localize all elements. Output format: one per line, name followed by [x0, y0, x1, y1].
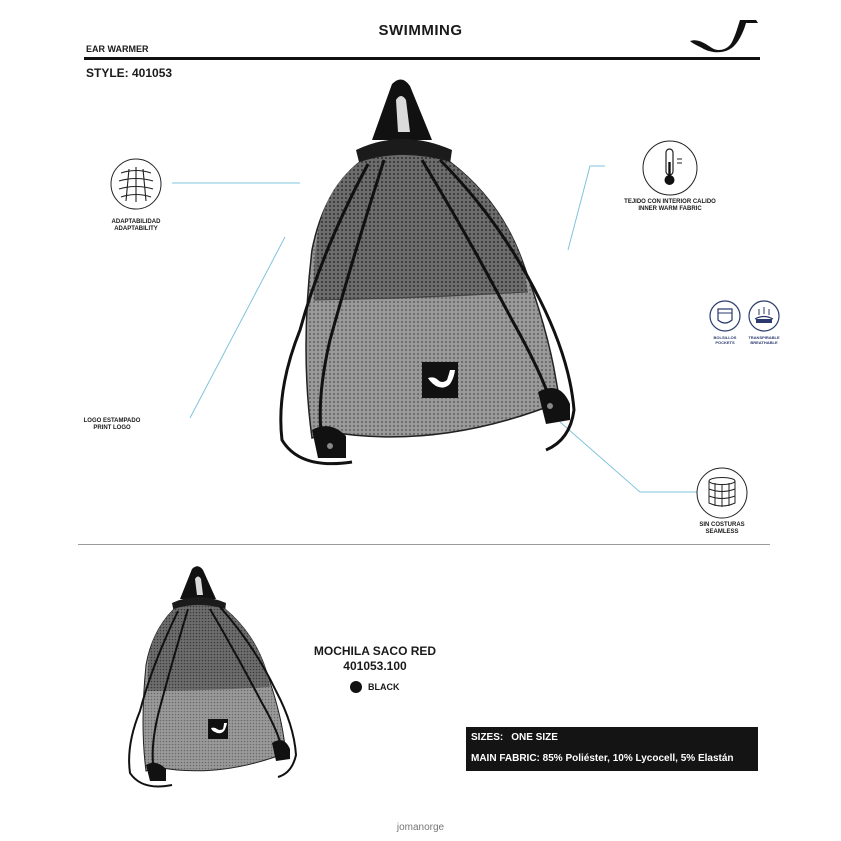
product-code: 401053.100 — [343, 659, 407, 673]
product-category: EAR WARMER — [86, 44, 149, 54]
spec-box — [466, 727, 758, 771]
fabric-label: MAIN FABRIC: — [471, 753, 540, 764]
fabric-row — [471, 753, 734, 764]
footer-watermark: jomanorge — [396, 822, 445, 833]
print-logo-label: LOGO ESTAMPADO PRINT LOGO — [83, 418, 141, 431]
sizes-value: ONE SIZE — [511, 732, 558, 743]
page-title: SWIMMING — [378, 22, 463, 39]
pockets-label: BOLSILLOS POCKETS — [713, 335, 737, 345]
sizes-row — [471, 732, 558, 743]
product-info — [300, 644, 450, 674]
seamless-label: SIN COSTURAS SEAMLESS — [699, 522, 745, 535]
inner-fabric-label: TEJIDO CON INTERIOR CALIDO INNER WARM FABRIC — [624, 199, 716, 212]
adaptability-label: ADAPTABILIDAD ADAPTABILITY — [111, 219, 161, 232]
product-name: MOCHILA SACO RED — [313, 644, 437, 658]
breathable-label: TRANSPIRABLE BREATHABLE — [748, 335, 780, 345]
sizes-label: SIZES: — [471, 732, 504, 743]
color-name: BLACK — [368, 682, 400, 692]
color-swatch — [350, 681, 362, 693]
fabric-value: 85% Poliéster, 10% Lycocell, 5% Elastán — [542, 753, 734, 764]
style-number: STYLE: 401053 — [86, 66, 173, 80]
